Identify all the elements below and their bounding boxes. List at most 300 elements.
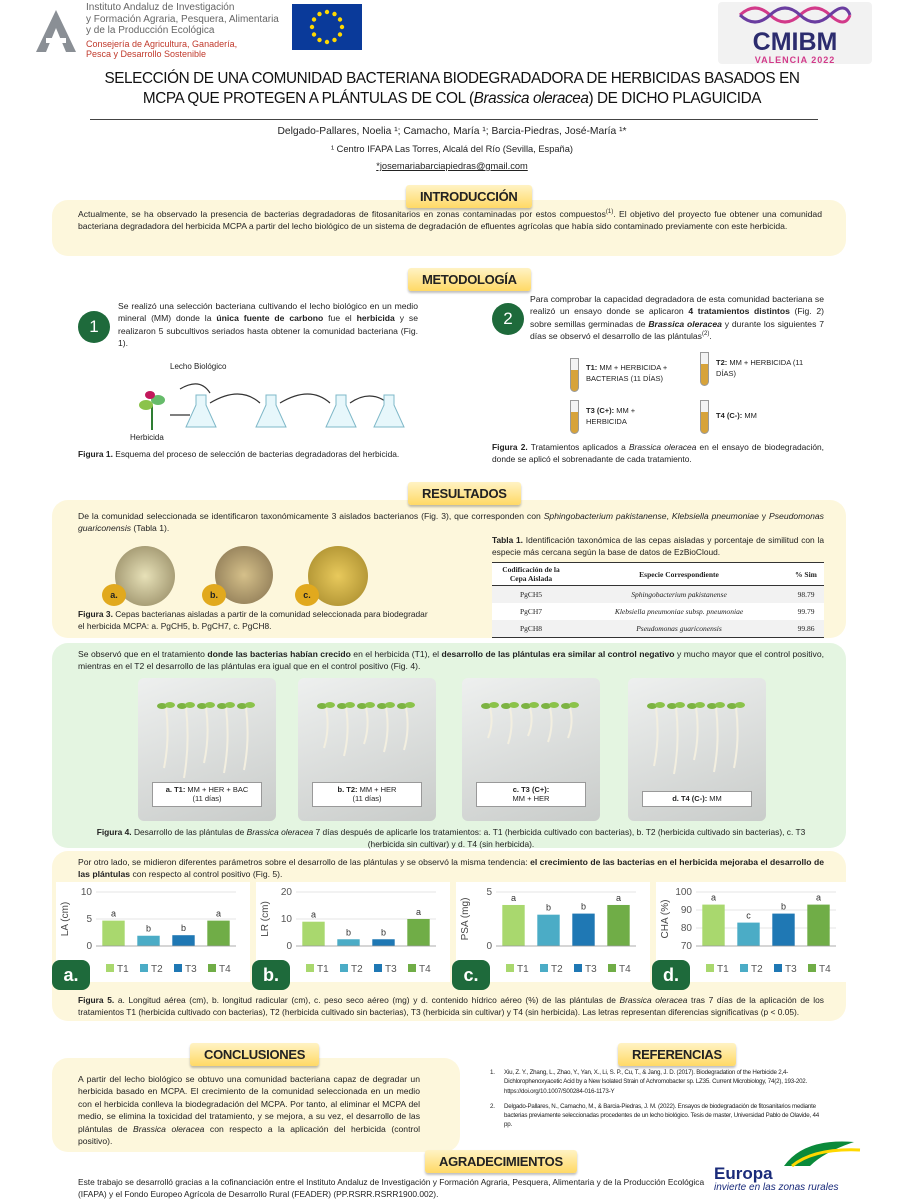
significance-letter: a (710, 892, 717, 903)
significance-letter: b (545, 902, 552, 913)
seedling-stem (364, 708, 368, 744)
intro-text-a: Actualmente, se ha observado la presencia de bacterias degradadoras de fitosanitarios en zonas contaminadas por estos compuestos (78, 209, 606, 219)
species: Sphingobacterium pakistanense (543, 511, 667, 521)
seedling-stem (548, 708, 552, 742)
title-line-2 (100, 89, 804, 109)
star-icon (312, 17, 316, 21)
figure-3-caption (78, 608, 428, 632)
institute-name (86, 2, 279, 37)
legend-label: T1 (517, 964, 529, 975)
seedling-stem (734, 708, 738, 768)
photo-t4 (628, 678, 766, 821)
dna-icon (735, 5, 855, 25)
star-icon (310, 25, 314, 29)
table-row (492, 586, 824, 604)
legend-label: T3 (785, 964, 797, 975)
photo-t2 (298, 678, 436, 821)
tube-t3-icon (570, 400, 579, 434)
text: Se observó que en el tratamiento (78, 649, 208, 659)
seedling-leaf (245, 702, 255, 708)
table-cell: PgCH7 (519, 607, 543, 616)
significance-letter: b (780, 901, 787, 912)
photo-t4-label (642, 791, 752, 807)
legend-swatch (106, 964, 114, 972)
metod-step-1-text (118, 300, 418, 350)
t-text: MM + HERBICIDA + BACTERIAS (11 DÍAS) (586, 363, 668, 383)
text: (Tabla 1). (131, 523, 170, 534)
intro-text-b: . El objetivo del proyecto fue obtener una comunidad bacteriana degradadora del herbicida MCPA a partir del lecho biológico de un sistema de degradación de efluentes agrícolas que había sido contaminado previamente con este herbicida. (78, 209, 822, 232)
text: y durante los siguientes 7 días se observó el desarrollo de las plántulas (530, 318, 824, 342)
t3-label (586, 406, 666, 428)
title-species: Brassica oleracea (473, 89, 589, 107)
bar (172, 935, 194, 946)
fig-text: tras 7 días de la aplicación de los tratamientos T1 (herbicida cultivado con bacterias), T2 (herbicida cultivado sin bacterias), T3 (herbicida sin cultivar) y T4 (sin herbicida). Las letras representan diferencias significativas (p < 0.05). (78, 995, 824, 1018)
star-icon (338, 32, 342, 36)
species: Klebsiella pneumoniae (671, 511, 759, 521)
thanks-text: Este trabajo se desarrolló gracias a la cofinanciación entre el Instituto Andaluz de Investigación y Formación Agraria, Pesquera, Alimentaria y de la Producción Ecológica (IFAPA) y el Fondo Europeo Agrícola de Desarrollo Rural (FEADER) (PP.RSRR.RSRR1900.002). (78, 1177, 705, 1200)
star-icon (325, 40, 329, 44)
fig-label: Figura 3. (78, 609, 113, 619)
legend-label: T2 (551, 964, 563, 975)
intro-text (78, 208, 822, 233)
significance-letter: b (345, 927, 352, 938)
bar (607, 905, 629, 946)
legend-label: T3 (385, 964, 397, 975)
ref-number: 1. (490, 1069, 495, 1076)
text: fue el (323, 313, 357, 324)
text: De la comunidad seleccionada se identificaron taxonómicamente 3 aislados bacterianos (Fig. 3), que corresponden con (78, 511, 544, 521)
legend-swatch (608, 964, 616, 972)
photo-label-bold: d. T4 (C-): (672, 794, 708, 804)
bar (807, 905, 829, 946)
photo-label-bold: a. T1: (165, 784, 186, 794)
seedling-stem (204, 708, 208, 763)
seedling-stem (528, 708, 532, 736)
y-tick-label: 20 (280, 887, 292, 898)
legend-label: T1 (117, 964, 129, 975)
lecho-label: Lecho Biológico (170, 362, 227, 371)
intro-heading: INTRODUCCIÓN (406, 185, 532, 208)
seedling-stem (404, 708, 408, 750)
legend-swatch (340, 964, 348, 972)
species: Brassica oleracea (132, 1123, 205, 1134)
photo-t1-label (152, 782, 262, 808)
fig-text: Desarrollo de las plántulas de (131, 827, 247, 837)
seedling-stem (184, 708, 188, 778)
star-icon (317, 38, 321, 42)
ref-text: Xiu, Z. Y., Zhang, L., Zhao, Y., Yan, X., Li, S. P., Cu, T., & Jang, J. D. (2017). Biodegradation of the Herbicide 2,4-Dichlorophenoxyacetic Acid by a New Isolated Strain of Achromobacter sp. LZ35. Current Microbiology, 74(2), 193-202. https://doi.org/10.1007/S00284-016-1173-Y (504, 1069, 808, 1095)
photo-t2-label (312, 782, 422, 808)
panel-b-badge: b. (252, 960, 290, 990)
figure-4-caption (86, 826, 816, 850)
photo-label-bold: b. T2: (337, 784, 358, 794)
table-cell: 98.79 (797, 590, 815, 599)
legend-swatch (306, 964, 314, 972)
star-icon (338, 17, 342, 21)
y-tick-label: 10 (80, 887, 92, 898)
bar (572, 914, 594, 946)
photo-label-text: MM + HER (357, 784, 397, 794)
consejeria-line: Pesca y Desarrollo Sostenible (86, 49, 207, 60)
table-cell: 99.86 (797, 624, 815, 633)
selection-scheme (130, 375, 410, 445)
plant-icon (139, 391, 165, 430)
photo-label-bold: c. T3 (C+): (512, 784, 550, 794)
plate-c-label: c. (295, 584, 319, 606)
seedling-stem (244, 708, 248, 770)
legend-swatch (706, 964, 714, 972)
consejeria-line: Consejería de Agricultura, Ganadería, (86, 39, 238, 49)
metod-step-2-text (530, 293, 824, 343)
y-tick-label: 100 (675, 887, 692, 898)
text: y mucho mayor que el control positivo, mientras en el T2 el desarrollo de las plántulas era igual que en el control positivo (Fig. 4). (78, 649, 824, 672)
text: Para comprobar la capacidad degradadora de esta comunidad bacteriana se realizó un ensayo donde se aplicaron (530, 294, 824, 317)
seedling-leaf (489, 702, 499, 708)
fig-text: en el ensayo de biodegradación, donde se aplicó el sobrenadante de cada tratamiento. (492, 442, 824, 465)
significance-letter: a (215, 908, 222, 919)
bar (407, 919, 429, 946)
y-tick-label: 70 (680, 941, 692, 952)
t-text: MM + HERBICIDA (11 DÍAS) (716, 358, 804, 378)
fig-species: Brassica oleracea (246, 827, 314, 837)
title-text: ) DE DICHO PLAGUICIDA (588, 89, 762, 107)
seedling-leaf (165, 702, 175, 708)
ref-sup: (2) (701, 331, 710, 338)
bar (537, 915, 559, 946)
seedling-leaf (405, 702, 415, 708)
results-params-text (78, 856, 824, 881)
legend-swatch (740, 964, 748, 972)
significance-letter: b (180, 923, 187, 934)
seedling-stem (568, 708, 572, 738)
table-cell: PgCH8 (519, 624, 543, 633)
institute-line: Instituto Andaluz de Investigación (86, 2, 235, 13)
ref-sup: (1) (605, 209, 614, 216)
figure-2-caption (492, 441, 824, 465)
cmibm-title: CMIBM (752, 28, 838, 56)
photo-label-text: (11 días) (192, 794, 222, 804)
significance-letter: a (415, 907, 422, 917)
significance-letter: b (580, 901, 587, 912)
bar (102, 921, 124, 946)
text-bold: única fuente de carbono (216, 313, 324, 324)
seedling-leaf (509, 702, 519, 708)
text: Por otro lado, se midieron diferentes parámetros sobre el desarrollo de las plántulas y se observó la misma tendencia: (78, 857, 531, 867)
fig-text: a. Longitud aérea (cm), b. longitud radicular (cm), c. peso seco aéreo (mg) y d. contenido hídrico aéreo (%) de las plántulas de (114, 995, 620, 1005)
figure-1-caption (78, 448, 420, 460)
step-2-badge: 2 (492, 303, 524, 335)
star-icon (312, 32, 316, 36)
fig-label: Figura 4. (96, 827, 132, 837)
legend-label: T1 (717, 964, 729, 975)
seedling-stem (654, 708, 658, 766)
plate-b-label: b. (202, 584, 226, 606)
y-tick-label: 90 (680, 905, 692, 916)
legend-swatch (174, 964, 182, 972)
legend-label: T4 (619, 964, 631, 975)
seedling-leaf (675, 702, 685, 708)
significance-letter: b (145, 923, 152, 934)
thanks-heading: AGRADECIMIENTOS (425, 1150, 577, 1173)
t-text: MM (742, 411, 757, 420)
concl-text (78, 1073, 420, 1148)
ref-number: 2. (490, 1102, 495, 1110)
seedling-stem (344, 708, 348, 756)
text: . (709, 331, 712, 342)
seedling-leaf (715, 702, 725, 708)
text-bold: desarrollo de las plántulas era similar al control negativo (441, 649, 675, 659)
seedling-leaf (325, 702, 335, 708)
bar (337, 939, 359, 946)
seedling-stem (224, 708, 228, 773)
legend-swatch (140, 964, 148, 972)
ifapa-a-icon (32, 6, 80, 54)
bar (702, 905, 724, 946)
seedling-stem (694, 708, 698, 760)
fig-text: Tratamientos aplicados a (527, 442, 629, 452)
legend-label: T3 (585, 964, 597, 975)
fig-label: Figura 5. (78, 995, 115, 1005)
significance-letter: c (746, 910, 751, 921)
seedling-leaf (569, 702, 579, 708)
seedling-leaf (549, 702, 559, 708)
legend-swatch (574, 964, 582, 972)
significance-letter: a (110, 908, 117, 919)
bar (302, 922, 324, 946)
text-bold: el crecimiento de las bacterias en el herbicida mejoraba el desarrollo de las plántulas (78, 857, 824, 880)
poster-title (100, 69, 804, 109)
figure-5-caption (78, 994, 824, 1018)
legend-label: T2 (751, 964, 763, 975)
seedling-leaf (385, 702, 395, 708)
fig-label: Figura 1. (78, 449, 113, 459)
seedling-stem (324, 708, 328, 748)
seedling-stem (508, 708, 512, 744)
photo-t3 (462, 678, 600, 821)
significance-letter: a (310, 909, 317, 920)
title-text: MCPA QUE PROTEGEN A PLÁNTULAS DE COL ( (142, 89, 474, 107)
seedling-stem (488, 708, 492, 738)
y-tick-label: 80 (680, 923, 692, 934)
tube-t1-icon (570, 358, 579, 392)
seedling-leaf (345, 702, 355, 708)
fig-text: 7 días después de aplicarle los tratamientos: a. T1 (herbicida cultivado con bacterias), b. T2 (herbicida cultivado sin bacterias), c. T3 (herbicida sin cultivar) y d. T4 (sin herbicida). (313, 827, 806, 850)
photo-label-text: (11 días) (352, 794, 382, 804)
reference-item (490, 1068, 826, 1096)
tube-t4-icon (700, 400, 709, 434)
photo-label-text: MM + HER + BAC (185, 784, 249, 794)
step-1-badge: 1 (78, 311, 110, 343)
tube-t2-icon (700, 352, 709, 386)
t-bold: T3 (C+): (586, 406, 615, 415)
fig-species: Brassica oleracea (628, 442, 697, 452)
y-axis-label: LA (cm) (60, 901, 71, 937)
affiliation: ¹ Centro IFAPA Las Torres, Alcalá del Río (Sevilla, España) (330, 144, 573, 154)
bar (772, 914, 794, 946)
legend-label: T4 (419, 964, 431, 975)
t-text: MM + HERBICIDA (586, 406, 636, 426)
y-axis-label: CHA (%) (660, 899, 671, 939)
significance-letter: a (815, 892, 822, 903)
legend-swatch (808, 964, 816, 972)
photo-label-text: MM + HER (512, 794, 550, 804)
seedling-leaf (655, 702, 665, 708)
text: con respecto al control positivo (Fig. 5). (130, 869, 283, 880)
table-cell: 99.79 (797, 607, 815, 616)
text: A partir del lecho biológico se obtuvo una comunidad bacteriana capaz de degradar un herbicida basado en MCPA. El crecimiento de la comunidad seleccionada en un medio con el herbicida conlleva la biodegradación del MCPA. Por tanto, al eliminar el MCPA del medio, se elimina la toxicidad del tratamiento, y se mejora, a su vez, el desarrollo de las plántulas de (78, 1074, 420, 1134)
seedling-leaf (365, 702, 375, 708)
y-tick-label: 0 (486, 941, 492, 952)
t4-label (716, 411, 816, 422)
panel-a-badge: a. (52, 960, 90, 990)
table-cell: Sphingobacterium pakistanense (631, 590, 727, 599)
seedling-stem (164, 708, 168, 768)
text-bold: herbicida (356, 313, 395, 324)
table-cell: Klebsiella pneumoniae subsp. pneumoniae (614, 607, 744, 616)
reference-item (490, 1102, 826, 1130)
t-bold: T2: (716, 358, 728, 367)
eu-stars-icon (292, 4, 362, 50)
ref-text: Delgado-Pallares, N., Camacho, M., & Barcia-Piedras, J. M. (2022). Ensayos de biodegradación de fitosanitarios mediante bacterias previamente seleccionadas procedentes de un lecho biológico. Tesis de master, Universidad Pablo de Olavide, 44 pp. (504, 1102, 820, 1129)
legend-label: T1 (317, 964, 329, 975)
seedling-leaf (225, 702, 235, 708)
t2-label (716, 358, 816, 380)
authors: Delgado-Pallares, Noelia ¹; Camacho, María ¹; Barcia-Piedras, José-María ¹* (277, 126, 627, 137)
cmibm-logo (718, 2, 872, 64)
consejeria-name (86, 39, 237, 60)
eu-flag (292, 4, 362, 50)
y-tick-label: 10 (280, 914, 292, 925)
text: con respecto a la aplicación del herbicida (control positivo). (78, 1123, 421, 1147)
species: Brassica oleracea (648, 318, 722, 329)
seedling-stem (714, 708, 718, 772)
legend-swatch (408, 964, 416, 972)
star-icon (340, 25, 344, 29)
results-intro-text (78, 510, 824, 535)
text: (Fig. 2) sobre semillas germinadas de (530, 306, 825, 329)
metod-heading: METODOLOGÍA (408, 268, 531, 291)
text: Se realizó una selección bacteriana cultivando el lecho biológico en un medio mineral (MM) donde la (118, 301, 418, 324)
y-tick-label: 5 (86, 914, 92, 925)
y-axis-label: LR (cm) (260, 901, 271, 937)
title-line-1: SELECCIÓN DE UNA COMUNIDAD BACTERIANA BIODEGRADADORA DE HERBICIDAS BASADOS EN (104, 70, 800, 87)
europa-logo (714, 1138, 864, 1198)
seedling-leaf (205, 702, 215, 708)
legend-swatch (540, 964, 548, 972)
seedling-stem (674, 708, 678, 774)
tab-label: Tabla 1. (492, 535, 524, 545)
significance-letter: a (615, 892, 622, 903)
table-row (492, 620, 824, 638)
seedling-leaf (185, 702, 195, 708)
text: en el herbicida (T1), el (350, 649, 442, 659)
legend-label: T2 (151, 964, 163, 975)
fig-species: Brassica oleracea (619, 995, 688, 1005)
photo-label-text: MM (707, 794, 722, 804)
panel-c-badge: c. (452, 960, 490, 990)
institute-line: y Formación Agraria, Pesquera, Alimentaria (86, 13, 279, 25)
species: Pseudomonas guariconensis (78, 511, 824, 534)
y-tick-label: 5 (486, 887, 492, 898)
bar (502, 905, 524, 946)
bar (137, 936, 159, 946)
seedling-leaf (529, 702, 539, 708)
results-plantlets-text (78, 648, 824, 673)
refs-heading: REFERENCIAS (618, 1043, 736, 1066)
table-header-cell: % Sim (795, 569, 817, 579)
seedling-stem (384, 708, 388, 752)
fig-label: Figura 2. (492, 442, 528, 452)
legend-swatch (774, 964, 782, 972)
star-icon (325, 10, 329, 14)
t-bold: T4 (C-): (716, 411, 743, 420)
seedling-leaf (735, 702, 745, 708)
y-tick-label: 0 (286, 941, 292, 952)
table-1-caption (492, 534, 824, 558)
text: y (758, 511, 770, 521)
fig-text: Cepas bacterianas aisladas a partir de la comunidad seleccionada para biodegradar el herbicida MCPA: a. PgCH5, b. PgCH7, c. PgCH8. (78, 609, 428, 632)
legend-swatch (208, 964, 216, 972)
table-header-cell: Especie Correspondiente (639, 569, 719, 579)
legend-swatch (374, 964, 382, 972)
star-icon (332, 38, 336, 42)
tab-text: Identificación taxonómica de las cepas aisladas y porcentaje de similitud con la especie más cercana según la base de datos de EzBioCloud. (492, 535, 824, 558)
concl-heading: CONCLUSIONES (190, 1043, 319, 1066)
legend-label: T4 (819, 964, 831, 975)
t1-label (586, 363, 696, 385)
herbicida-label: Herbicida (130, 433, 164, 442)
text: y se realizaron 5 subcultivos seriados hasta obtener la comunidad bacteriana (Fig. 1). (118, 313, 418, 349)
plate-a-label: a. (102, 584, 126, 606)
table-row (492, 603, 824, 620)
seedling-leaf (695, 702, 705, 708)
y-axis-label: PSA (mg) (460, 897, 471, 941)
bar (207, 921, 229, 946)
cmibm-subtitle: VALENCIA 2022 (754, 55, 836, 65)
legend-label: T3 (185, 964, 197, 975)
results-heading: RESULTADOS (408, 482, 521, 505)
flask-icons (186, 395, 404, 427)
text-bold: 4 tratamientos distintos (688, 306, 790, 317)
significance-letter: b (380, 927, 387, 938)
star-icon (332, 12, 336, 16)
legend-swatch (506, 964, 514, 972)
europa-word: Europa (714, 1164, 773, 1183)
institute-line: y de la Producción Ecológica (86, 25, 215, 36)
table-header (492, 563, 824, 586)
email-link[interactable]: *josemariabarciapiedras@gmail.com (376, 161, 528, 171)
references-list (490, 1068, 826, 1130)
ifapa-logo (32, 6, 80, 54)
table-cell: Pseudomonas guariconensis (636, 624, 722, 633)
table-cell: PgCH5 (519, 590, 543, 599)
text-bold: donde las bacterias habían crecido (207, 649, 351, 659)
europa-tagline: invierte en las zonas rurales (714, 1182, 839, 1193)
table-header-cell: Codificación de la Cepa Aislada (502, 565, 560, 583)
significance-letter: a (510, 892, 517, 903)
bar (372, 939, 394, 946)
photo-t3-label (476, 782, 586, 808)
text: , (666, 511, 672, 521)
title-rule (90, 119, 818, 120)
y-tick-label: 0 (86, 941, 92, 952)
photo-t1 (138, 678, 276, 821)
star-icon (317, 12, 321, 16)
t-bold: T1: (586, 363, 598, 372)
legend-label: T2 (351, 964, 363, 975)
panel-d-badge: d. (652, 960, 690, 990)
bar (737, 923, 759, 946)
